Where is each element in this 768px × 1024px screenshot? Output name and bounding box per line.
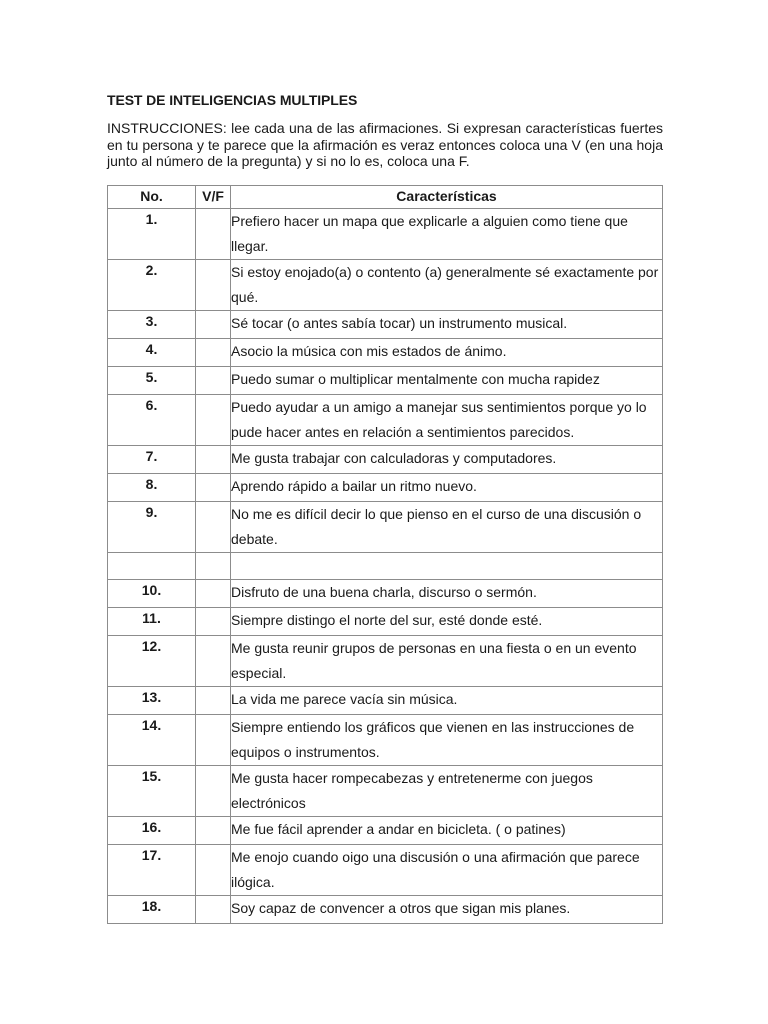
header-caracteristicas: Características [231, 186, 663, 209]
question-number: 12. [108, 636, 196, 687]
question-text: Puedo ayudar a un amigo a manejar sus sentimientos porque yo lo pude hacer antes en relación a sentimientos parecidos. [231, 395, 663, 446]
question-text: Siempre distingo el norte del sur, esté donde esté. [231, 608, 663, 636]
table-row-empty [108, 553, 663, 580]
question-number: 15. [108, 766, 196, 817]
question-number: 4. [108, 339, 196, 367]
answer-cell[interactable] [196, 608, 231, 636]
question-text: Sé tocar (o antes sabía tocar) un instrumento musical. [231, 311, 663, 339]
question-number: 3. [108, 311, 196, 339]
question-text: Soy capaz de convencer a otros que sigan mis planes. [231, 896, 663, 924]
question-number: 11. [108, 608, 196, 636]
question-number: 16. [108, 817, 196, 845]
instructions-paragraph: INSTRUCCIONES: lee cada una de las afirmaciones. Si expresan características fuertes en tu persona y te parece que la afirmación es veraz entonces coloca una V (en una hoja junto al número de la pregunta) y si no lo es, coloca una F. [107, 120, 663, 169]
table-row [108, 845, 663, 896]
answer-cell[interactable] [196, 367, 231, 395]
table-row [108, 209, 663, 260]
answer-cell[interactable] [196, 395, 231, 446]
table-row [108, 311, 663, 339]
table-row [108, 367, 663, 395]
question-number: 7. [108, 446, 196, 474]
question-text: Aprendo rápido a bailar un ritmo nuevo. [231, 474, 663, 502]
question-text [231, 553, 663, 580]
table-row [108, 636, 663, 687]
questions-table [107, 185, 663, 924]
question-text: Puedo sumar o multiplicar mentalmente con mucha rapidez [231, 367, 663, 395]
answer-cell[interactable] [196, 446, 231, 474]
answer-cell[interactable] [196, 502, 231, 553]
answer-cell[interactable] [196, 339, 231, 367]
question-text: Prefiero hacer un mapa que explicarle a alguien como tiene que llegar. [231, 209, 663, 260]
table-row [108, 687, 663, 715]
question-number: 9. [108, 502, 196, 553]
question-number: 1. [108, 209, 196, 260]
question-text: Siempre entiendo los gráficos que vienen en las instrucciones de equipos o instrumentos. [231, 715, 663, 766]
answer-cell[interactable] [196, 766, 231, 817]
table-row [108, 502, 663, 553]
question-text: No me es difícil decir lo que pienso en el curso de una discusión o debate. [231, 502, 663, 553]
table-row [108, 715, 663, 766]
question-text: Me fue fácil aprender a andar en bicicleta. ( o patines) [231, 817, 663, 845]
table-row [108, 766, 663, 817]
question-number: 17. [108, 845, 196, 896]
answer-cell[interactable] [196, 553, 231, 580]
question-text: Si estoy enojado(a) o contento (a) generalmente sé exactamente por qué. [231, 260, 663, 311]
question-text: Me gusta reunir grupos de personas en una fiesta o en un evento especial. [231, 636, 663, 687]
table-row [108, 896, 663, 924]
answer-cell[interactable] [196, 260, 231, 311]
table-row [108, 580, 663, 608]
question-text: Disfruto de una buena charla, discurso o sermón. [231, 580, 663, 608]
question-number: 8. [108, 474, 196, 502]
table-row [108, 395, 663, 446]
answer-cell[interactable] [196, 845, 231, 896]
question-text: Me gusta trabajar con calculadoras y computadores. [231, 446, 663, 474]
question-number: 18. [108, 896, 196, 924]
question-text: Asocio la música con mis estados de ánimo. [231, 339, 663, 367]
question-number: 14. [108, 715, 196, 766]
question-text: La vida me parece vacía sin música. [231, 687, 663, 715]
header-no: No. [108, 186, 196, 209]
answer-cell[interactable] [196, 715, 231, 766]
question-number: 5. [108, 367, 196, 395]
question-number: 6. [108, 395, 196, 446]
answer-cell[interactable] [196, 580, 231, 608]
header-vf: V/F [196, 186, 231, 209]
table-header-row [108, 186, 663, 209]
question-text: Me enojo cuando oigo una discusión o una afirmación que parece ilógica. [231, 845, 663, 896]
answer-cell[interactable] [196, 896, 231, 924]
table-row [108, 608, 663, 636]
answer-cell[interactable] [196, 817, 231, 845]
answer-cell[interactable] [196, 311, 231, 339]
table-row [108, 339, 663, 367]
answer-cell[interactable] [196, 636, 231, 687]
table-row [108, 260, 663, 311]
document-title: TEST DE INTELIGENCIAS MULTIPLES [107, 92, 358, 108]
answer-cell[interactable] [196, 474, 231, 502]
answer-cell[interactable] [196, 209, 231, 260]
question-number: 13. [108, 687, 196, 715]
question-number: 10. [108, 580, 196, 608]
table-row [108, 817, 663, 845]
question-number: 2. [108, 260, 196, 311]
question-text: Me gusta hacer rompecabezas y entretenerme con juegos electrónicos [231, 766, 663, 817]
table-row [108, 446, 663, 474]
table-row [108, 474, 663, 502]
question-number [108, 553, 196, 580]
answer-cell[interactable] [196, 687, 231, 715]
